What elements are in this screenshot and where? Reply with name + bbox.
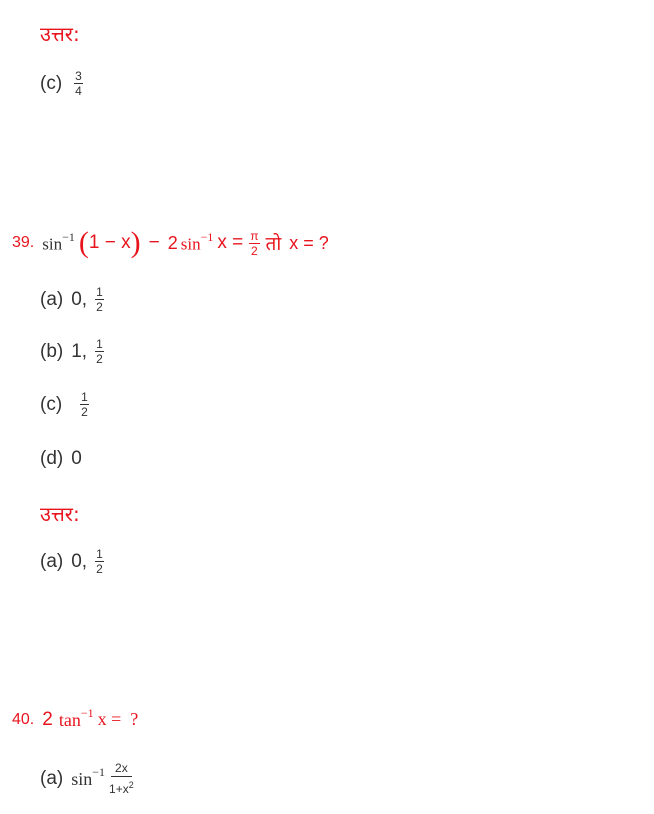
fraction-numerator: 1 xyxy=(96,547,103,561)
left-paren: ( xyxy=(78,226,89,259)
option-label: (d) xyxy=(40,448,64,469)
coefficient: 2 xyxy=(42,708,53,730)
sin-text: sin xyxy=(42,234,63,254)
fraction-numerator: 1 xyxy=(81,390,88,404)
fraction-denominator: 2 xyxy=(251,243,258,258)
inverse-superscript: −1 xyxy=(92,765,106,779)
right-paren: ) xyxy=(130,226,141,259)
variable-equals: x = xyxy=(217,232,244,253)
answer-label: उत्तर: xyxy=(40,502,80,526)
prev-answer xyxy=(40,70,83,97)
option-label: (a) xyxy=(40,288,64,310)
fraction-numerator: 3 xyxy=(75,69,82,83)
option-text: 0 xyxy=(71,448,82,469)
sin-function-2 xyxy=(180,229,214,255)
sin-function xyxy=(42,229,75,255)
fraction-denominator: 2 xyxy=(81,405,88,419)
question-tail: x = ? xyxy=(289,232,329,253)
fraction-denominator: 2 xyxy=(96,300,103,314)
inverse-superscript: −1 xyxy=(80,706,94,720)
question-40 xyxy=(12,708,138,731)
fraction-denominator xyxy=(109,777,134,795)
option-label: (a) xyxy=(40,767,64,789)
option-b xyxy=(40,338,104,365)
inverse-superscript: −1 xyxy=(200,229,214,244)
fraction-numerator: π xyxy=(250,228,259,243)
option-label: (c) xyxy=(40,72,63,94)
fraction-denominator: 2 xyxy=(96,352,103,366)
fraction xyxy=(74,70,83,97)
inverse-superscript: −1 xyxy=(62,229,75,244)
option-d xyxy=(40,448,82,470)
denominator-exponent: 2 xyxy=(128,780,134,790)
fraction-denominator: 2 xyxy=(96,562,103,576)
fraction-numerator: 2x xyxy=(111,762,132,777)
fraction xyxy=(95,338,104,365)
denominator-base: 1+x xyxy=(109,782,129,796)
option-label: (b) xyxy=(40,340,64,362)
fraction xyxy=(95,286,104,313)
coefficient: 2 xyxy=(167,232,178,253)
option-label: (c) xyxy=(40,393,63,415)
option-a xyxy=(40,286,104,313)
option-label: (a) xyxy=(40,550,64,572)
to-word: तो xyxy=(265,233,282,255)
q40-option-a xyxy=(40,762,134,795)
question-39 xyxy=(12,228,329,258)
sin-text: sin xyxy=(71,769,93,789)
inner-expression: 1 − x xyxy=(88,232,131,253)
sin-function xyxy=(71,767,105,790)
fraction-denominator: 4 xyxy=(75,84,82,98)
question-number: 40. xyxy=(12,710,35,728)
option-c xyxy=(40,391,89,418)
fraction xyxy=(109,762,134,795)
tan-text: tan xyxy=(58,710,81,730)
fraction xyxy=(80,391,89,418)
tan-function xyxy=(59,708,94,731)
question-tail: x = ? xyxy=(97,709,139,729)
fraction-numerator: 1 xyxy=(96,337,103,351)
fraction xyxy=(95,548,104,575)
pi-fraction xyxy=(249,230,259,257)
question-number: 39. xyxy=(12,234,35,251)
option-text: 1, xyxy=(71,340,88,362)
minus-sign: − xyxy=(148,232,160,253)
option-text: 0, xyxy=(71,288,88,310)
option-text: 0, xyxy=(71,550,88,572)
q39-answer xyxy=(40,548,104,575)
sin-text: sin xyxy=(180,234,201,254)
fraction-numerator: 1 xyxy=(96,285,103,299)
answer-label: उत्तर: xyxy=(40,22,80,46)
